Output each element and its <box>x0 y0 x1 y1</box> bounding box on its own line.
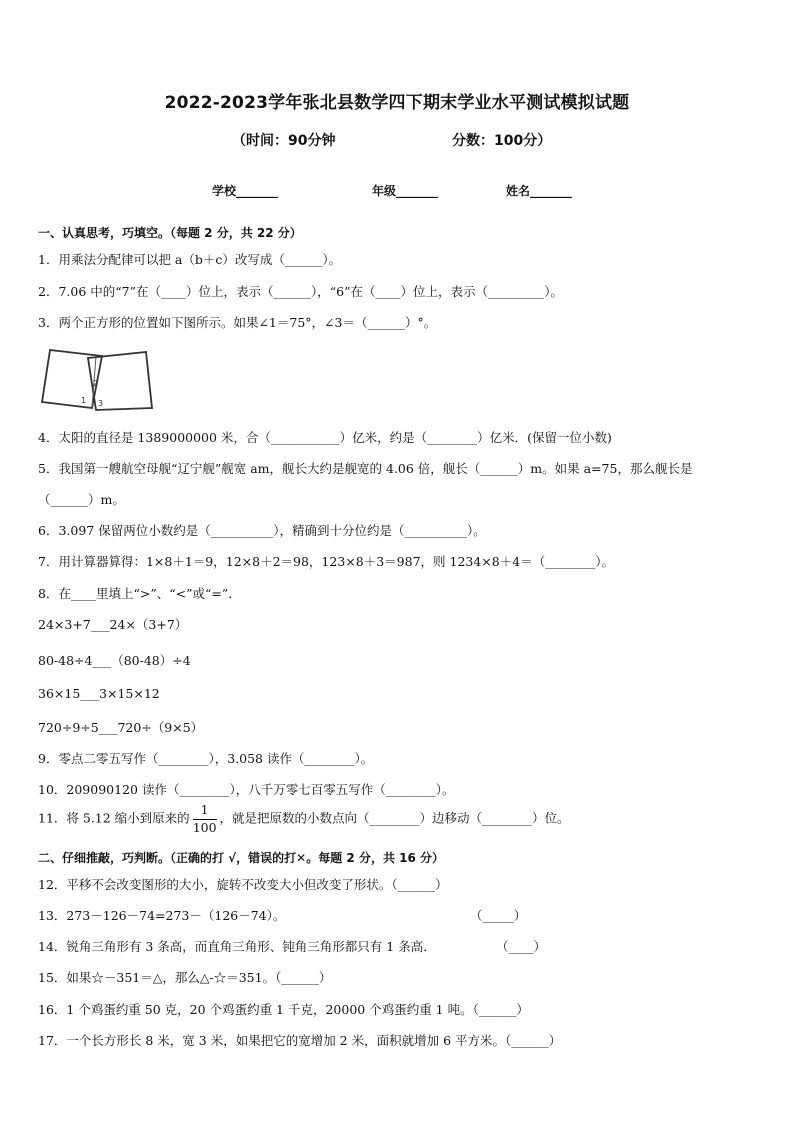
question-14: 14．锐角三角形有 3 条高，而直角三角形、钝角三角形都只有 1 条高． <box>38 939 436 954</box>
page-title: 2022-2023学年张北县数学四下期末学业水平测试模拟试题 <box>164 93 630 113</box>
question-15: 15．如果☆－351＝△，那么△-☆＝351。（______） <box>38 970 332 985</box>
question-7: 7．用计算器算得：1×8＋1＝9，12×8＋2＝98，123×8＋3＝987，则 1234×8＋4＝（________）。 <box>38 554 614 569</box>
question-1: 1．用乘法分配律可以把 a（b＋c）改写成（______）。 <box>38 252 342 267</box>
question-13: 13．273－126－74=273－（126－74）。 <box>38 908 286 923</box>
fraction-one-hundredth <box>193 804 217 834</box>
question-17: 17．一个长方形长 8 米，宽 3 米，如果把它的宽增加 2 米，面积就增加 6 平方米。（______） <box>38 1033 562 1048</box>
exam-score: 分数：100分） <box>452 133 552 149</box>
school-field: 学校_______ <box>212 184 279 198</box>
question-11 <box>38 804 570 834</box>
question-8d: 720÷9÷5___720÷（9×5） <box>38 720 204 735</box>
two-squares-figure <box>40 346 155 412</box>
name-field: 姓名_______ <box>506 184 573 198</box>
fraction-denominator: 100 <box>192 819 217 835</box>
question-2: 2．7.06 中的“7”在（____）位上，表示（______），“6”在（____）位上，表示（_________）。 <box>38 284 563 299</box>
question-8: 8．在____里填上“>”、“<”或“=”． <box>38 586 241 601</box>
question-12: 12．平移不会改变图形的大小，旋转不改变大小但改变了形状。（______） <box>38 877 448 892</box>
angle-label-3: 3 <box>98 399 104 408</box>
question-3: 3．两个正方形的位置如下图所示。如果∠1＝75°，∠3＝（______）°。 <box>38 315 437 330</box>
section2-heading: 二、仔细推敲，巧判断。（正确的打 √，错误的打✕。每题 2 分，共 16 分） <box>38 851 444 865</box>
question-9: 9．零点二零五写作（________），3.058 读作（________）。 <box>38 751 374 766</box>
question-4: 4．太阳的直径是 1389000000 米，合（___________）亿米，约是（________）亿米．(保留一位小数) <box>38 430 612 445</box>
section1-heading: 一、认真思考，巧填空。（每题 2 分，共 22 分） <box>38 226 302 240</box>
question-11-prefix: 11．将 5.12 缩小到原来的 <box>38 810 190 826</box>
question-8c: 36×15___3×15×12 <box>38 686 160 701</box>
angle-label-1: 1 <box>81 396 87 405</box>
fraction-numerator: 1 <box>193 804 217 820</box>
question-8b: 80-48÷4___（80-48）÷4 <box>38 653 191 668</box>
question-16: 16．1 个鸡蛋约重 50 克，20 个鸡蛋约重 1 千克，20000 个鸡蛋约重 1 吨。（______） <box>38 1002 529 1017</box>
question-5: 5．我国第一艘航空母舰“辽宁舰”舰宽 am，舰长大约是舰宽的 4.06 倍，舰长（______）m。如果 a=75，那么舰长是 <box>38 461 693 476</box>
angle-label-2: 2 <box>93 379 99 388</box>
grade-field: 年级_______ <box>372 184 439 198</box>
question-5-continued: （______）m。 <box>38 492 125 507</box>
question-14-answer-blank: （____） <box>496 939 547 954</box>
question-10: 10．209090120 读作（________），八千万零七百零五写作（________）。 <box>38 782 455 797</box>
question-13-answer-blank: （_____） <box>470 908 527 923</box>
question-6: 6．3.097 保留两位小数约是（__________），精确到十分位约是（__________）。 <box>38 523 486 538</box>
exam-time: （时间：90分钟 <box>232 133 336 149</box>
question-8a: 24×3+7___24×（3+7） <box>38 617 188 632</box>
question-11-suffix: ，就是把原数的小数点向（________）边移动（________）位。 <box>219 810 570 826</box>
